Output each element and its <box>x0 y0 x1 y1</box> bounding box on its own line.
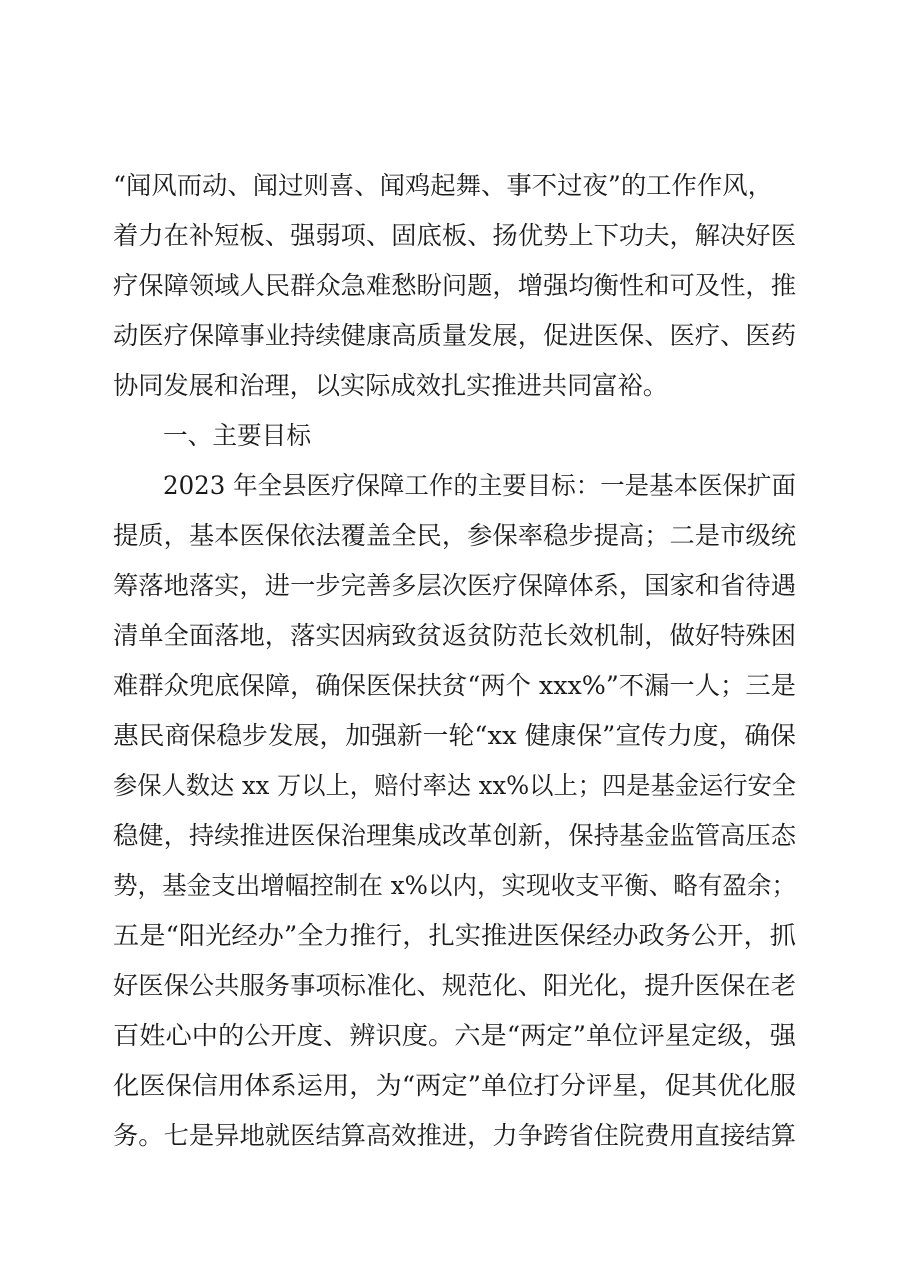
line-text: 筹落地落实，进一步完善多层次医疗保障体系，国家和省待遇 <box>113 571 796 600</box>
text-line <box>0 616 909 656</box>
line-text: 百姓心中的公开度、辨识度。六是“两定”单位评星定级，强 <box>113 1021 796 1050</box>
text-line <box>0 1066 909 1106</box>
text-line <box>0 466 909 506</box>
text-line <box>0 816 909 856</box>
text-line <box>0 966 909 1006</box>
line-text: 参保人数达 xx 万以上，赔付率达 xx%以上；四是基金运行安全 <box>113 771 796 800</box>
line-text: 好医保公共服务事项标准化、规范化、阳光化，提升医保在老 <box>113 971 796 1000</box>
text-line <box>0 516 909 556</box>
line-text: 难群众兜底保障，确保医保扶贫“两个 xxx%”不漏一人；三是 <box>113 671 796 700</box>
text-line <box>0 766 909 806</box>
text-line <box>0 1116 909 1156</box>
line-text: 着力在补短板、强弱项、固底板、扬优势上下功夫，解决好医 <box>113 221 796 250</box>
line-text: 惠民商保稳步发展，加强新一轮“xx 健康保”宣传力度，确保 <box>113 721 796 750</box>
text-line <box>0 716 909 756</box>
line-text: 务。七是异地就医结算高效推进，力争跨省住院费用直接结算 <box>113 1121 796 1150</box>
text-line <box>0 866 909 906</box>
text-line <box>0 916 909 956</box>
line-text: 疗保障领域人民群众急难愁盼问题，增强均衡性和可及性，推 <box>113 271 796 300</box>
text-line <box>0 266 909 306</box>
text-line <box>0 166 909 206</box>
line-text: 五是“阳光经办”全力推行，扎实推进医保经办政务公开，抓 <box>113 921 796 950</box>
line-text: 提质，基本医保依法覆盖全民，参保率稳步提高；二是市级统 <box>113 521 796 550</box>
line-text: 化医保信用体系运用，为“两定”单位打分评星，促其优化服 <box>113 1071 796 1100</box>
text-line <box>0 1016 909 1056</box>
line-text: 动医疗保障事业持续健康高质量发展，促进医保、医疗、医药 <box>113 321 796 350</box>
line-text: 势，基金支出增幅控制在 x%以内，实现收支平衡、略有盈余； <box>113 871 796 900</box>
text-line <box>0 666 909 706</box>
line-text: “闻风而动、闻过则喜、闻鸡起舞、事不过夜”的工作作风， <box>113 171 773 200</box>
line-text: 稳健，持续推进医保治理集成改革创新，保持基金监管高压态 <box>113 821 796 850</box>
text-line <box>0 216 909 256</box>
text-line <box>0 366 909 406</box>
line-text: 协同发展和治理，以实际成效扎实推进共同富裕。 <box>113 371 668 400</box>
section-heading <box>0 416 909 456</box>
line-text: 2023 年全县医疗保障工作的主要目标：一是基本医保扩面 <box>163 471 796 500</box>
text-line <box>0 316 909 356</box>
text-line <box>0 566 909 606</box>
line-text: 清单全面落地，落实因病致贫返贫防范长效机制，做好特殊困 <box>113 621 796 650</box>
heading-text: 一、主要目标 <box>163 421 311 450</box>
